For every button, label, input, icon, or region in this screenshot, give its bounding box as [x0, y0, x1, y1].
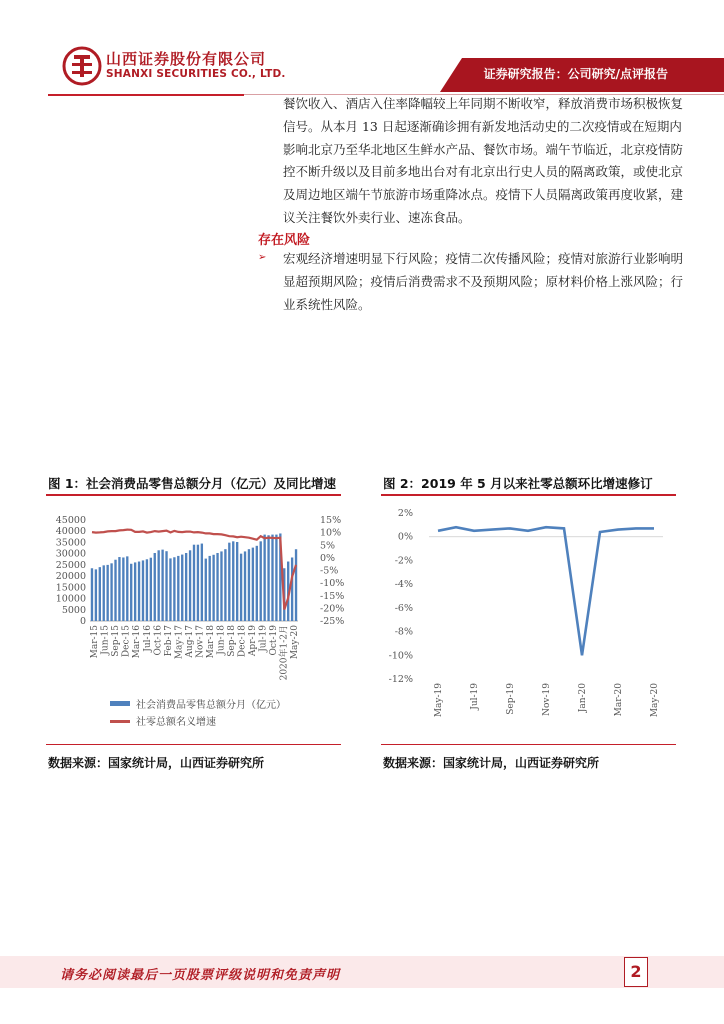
company-name-cn: 山西证券股份有限公司	[106, 50, 267, 68]
bar	[161, 550, 163, 621]
legend-line-label: 社零总额名义增速	[136, 717, 216, 728]
right-axis-tick-label: 10%	[320, 527, 342, 539]
body-paragraph: 餐饮收入、酒店入住率降幅较上年同期不断收窄，释放消费市场积极恢复信号。从本月 13 日起逐渐确诊拥有新发地活动史的二次疫情或在短期内影响北京乃至华北地区生鲜水产品、餐饮市场。端午节临近，北京疫情防控不断升级以及目前多地出台对有北京出行史人员的隔离政策，或使北京及周边地区端午节旅游市场重降冰点。疫情下人员隔离政策再度收紧，建议关注餐饮外卖行业、速冻食品。	[283, 96, 684, 225]
y-tick-label: 0%	[397, 531, 413, 543]
bar	[126, 556, 128, 621]
company-name-en: SHANXI SECURITIES CO., LTD.	[106, 68, 286, 80]
bar	[212, 555, 214, 621]
bar	[146, 559, 148, 621]
bar	[158, 550, 160, 621]
bar	[275, 535, 277, 621]
footer-disclaimer: 请务必阅读最后一页股票评级说明和免责声明	[60, 968, 341, 983]
page-number: 2	[624, 957, 648, 987]
y-tick-label: -4%	[394, 579, 413, 591]
x-tick-label: Aug-17	[184, 625, 195, 658]
risk-paragraph: 宏观经济增速明显下行风险；疫情二次传播风险；疫情对旅游行业影响明显超预期风险；疫情后消费需求不及预期风险；原材料价格上涨风险；行业系统性风险。	[283, 251, 684, 312]
figure1-source: 数据来源：国家统计局，山西证券研究所	[48, 756, 265, 770]
bar	[291, 557, 293, 621]
y-tick-label: -8%	[394, 626, 413, 638]
x-tick-label: Nov-19	[542, 683, 553, 716]
y-tick-label: -10%	[388, 650, 413, 662]
x-tick-label: Sep-19	[506, 683, 517, 715]
bar	[244, 551, 246, 621]
series-line	[438, 527, 654, 655]
x-tick-label: May-19	[434, 683, 445, 718]
header-divider	[48, 94, 244, 96]
bar	[248, 549, 250, 621]
bar	[216, 553, 218, 621]
x-tick-label: Jul-16	[142, 625, 153, 652]
x-tick-label: Nov-17	[195, 625, 206, 658]
company-logo-icon	[62, 46, 102, 86]
bar	[263, 535, 265, 621]
bar	[150, 558, 152, 621]
x-tick-label: May-17	[174, 625, 185, 660]
right-axis-tick-label: 15%	[320, 515, 342, 526]
risk-heading: 存在风险	[258, 233, 311, 248]
bar	[240, 554, 242, 621]
left-axis-tick-label: 25000	[55, 559, 86, 571]
left-axis-tick-label: 30000	[55, 548, 86, 560]
bar	[232, 541, 234, 621]
x-tick-label: May-20	[290, 625, 301, 660]
bar	[271, 535, 273, 621]
legend-bar-swatch	[110, 701, 130, 706]
legend-line-swatch	[110, 720, 130, 723]
bar	[185, 553, 187, 621]
report-type-label: 证券研究报告：公司研究/点评报告	[483, 67, 668, 81]
bar	[201, 544, 203, 621]
left-axis-tick-label: 45000	[55, 515, 86, 526]
x-tick-label: Jun-18	[216, 625, 227, 655]
x-tick-label: Oct-16	[153, 625, 164, 656]
bar	[165, 551, 167, 621]
bar	[252, 548, 254, 621]
x-tick-label: Jan-20	[578, 683, 589, 713]
bar	[95, 569, 97, 621]
right-axis-tick-label: 5%	[320, 540, 336, 552]
bar	[205, 559, 207, 621]
x-tick-label: Sep-15	[111, 625, 122, 657]
right-axis-tick-label: -5%	[320, 565, 339, 577]
x-tick-label: Oct-19	[269, 625, 280, 656]
bar	[91, 568, 93, 621]
figure1-top-rule	[46, 494, 341, 496]
legend-bar-label: 社会消费品零售总额分月（亿元）	[136, 700, 286, 711]
figure2-source: 数据来源：国家统计局，山西证券研究所	[383, 756, 600, 770]
bar	[130, 564, 132, 621]
bar	[295, 549, 297, 621]
x-tick-label: May-20	[650, 683, 661, 718]
bar	[118, 557, 120, 621]
figure2-title: 图 2：2019 年 5 月以来社零总额环比增速修订	[383, 476, 653, 491]
bar	[209, 556, 211, 621]
x-tick-label: Jul-19	[470, 683, 481, 710]
bar	[220, 551, 222, 621]
bar	[224, 549, 226, 621]
right-axis-tick-label: -15%	[320, 590, 345, 602]
bar	[99, 567, 101, 621]
bar	[260, 541, 262, 621]
left-axis-tick-label: 15000	[55, 582, 86, 594]
bar	[256, 546, 258, 621]
figure2-chart	[381, 500, 681, 740]
left-axis-tick-label: 35000	[55, 537, 86, 549]
right-axis-tick-label: -25%	[320, 616, 345, 627]
figure1-chart	[46, 500, 346, 740]
figure2-top-rule	[381, 494, 676, 496]
left-axis-tick-label: 20000	[55, 571, 86, 583]
bar	[134, 562, 136, 621]
bar	[228, 543, 230, 621]
bar	[189, 550, 191, 621]
right-axis-tick-label: -20%	[320, 603, 345, 615]
x-tick-label: Mar-15	[90, 625, 101, 659]
figure1-title: 图 1：社会消费品零售总额分月（亿元）及同比增速	[48, 476, 337, 491]
left-axis-tick-label: 5000	[61, 604, 86, 616]
bar	[142, 560, 144, 621]
y-tick-label: 2%	[397, 508, 413, 519]
x-tick-label: Sep-18	[226, 625, 237, 657]
x-tick-label: Dec-18	[237, 625, 248, 658]
left-axis-tick-label: 10000	[55, 593, 86, 605]
arrow-bullet-icon: ➢	[258, 252, 267, 263]
left-axis-tick-label: 0	[79, 616, 86, 627]
x-tick-label: Mar-20	[614, 683, 625, 717]
bar	[193, 545, 195, 621]
bar	[110, 563, 112, 621]
y-tick-label: -6%	[394, 602, 413, 614]
right-axis-tick-label: -10%	[320, 578, 345, 590]
x-tick-label: Dec-15	[121, 625, 132, 658]
x-tick-label: Mar-18	[205, 625, 216, 659]
bar	[114, 560, 116, 621]
left-axis-tick-label: 40000	[55, 526, 86, 538]
x-tick-label: Jul-19	[258, 625, 269, 652]
y-tick-label: -12%	[388, 674, 413, 685]
bar	[173, 557, 175, 621]
x-tick-label: 2020年1-2月	[279, 625, 290, 681]
right-axis-tick-label: 0%	[320, 552, 336, 564]
x-tick-label: Jun-15	[100, 625, 111, 655]
y-tick-label: -2%	[394, 555, 413, 567]
x-tick-label: Apr-19	[248, 625, 259, 657]
bar	[236, 542, 238, 621]
bar	[177, 556, 179, 621]
x-tick-label: Mar-16	[132, 625, 143, 659]
figure1-bottom-rule	[46, 744, 341, 745]
bar	[154, 553, 156, 621]
bar	[197, 545, 199, 621]
x-tick-label: Feb-17	[163, 625, 174, 657]
figure2-bottom-rule	[381, 744, 676, 745]
bar	[103, 565, 105, 621]
bar	[267, 535, 269, 621]
bar	[138, 562, 140, 621]
bar	[122, 557, 124, 621]
bar	[106, 565, 108, 621]
bar	[169, 558, 171, 621]
bar	[181, 555, 183, 621]
